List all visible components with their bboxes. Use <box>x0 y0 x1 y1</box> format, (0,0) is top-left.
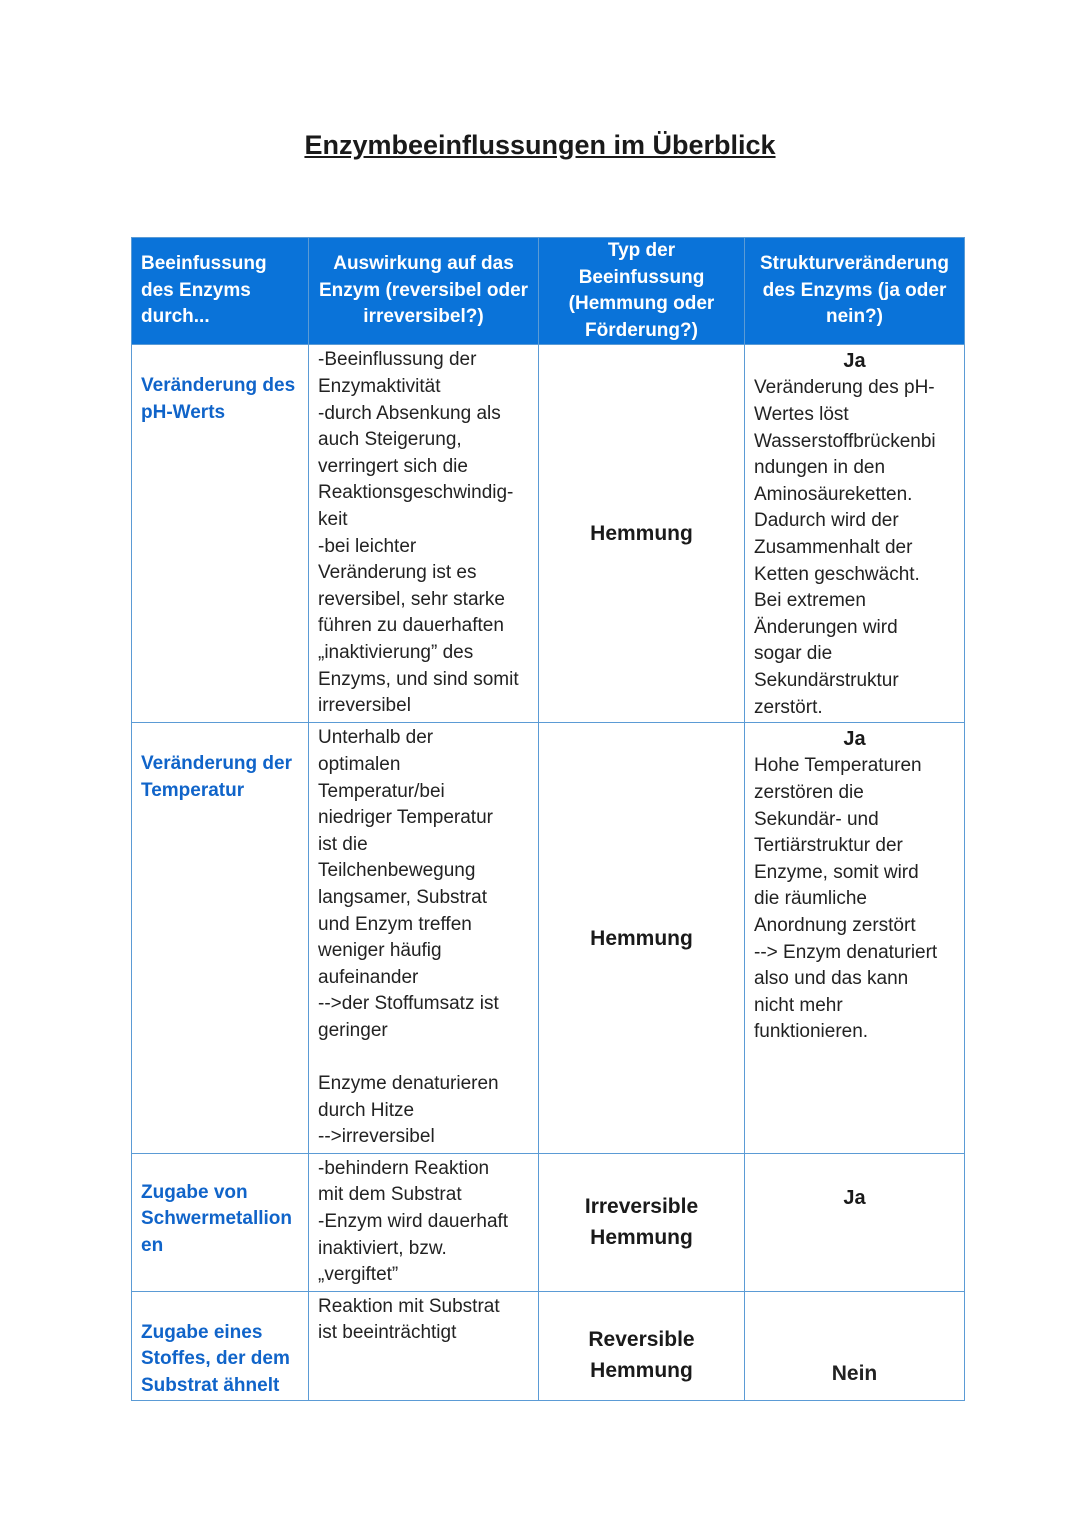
page-title: Enzymbeeinflussungen im Überblick <box>304 130 776 160</box>
structure-cell <box>745 345 965 723</box>
row-label: Veränderung der Temperatur <box>132 723 309 1154</box>
effect-cell: -Beeinflussung der Enzymaktivität -durch Absenkung als auch Steigerung, verringert sich die Reaktionsgeschwindig- keit -bei leichter Veränderung ist es reversibel, sehr starke führen zu dauerhaften „inaktivierung” des Enzyms, und sind somit irreversibel <box>309 345 539 723</box>
table-row <box>132 1291 965 1400</box>
structure-answer: Ja <box>843 728 866 751</box>
row-label: Zugabe von Schwermetallion en <box>132 1153 309 1291</box>
structure-cell <box>745 723 965 1154</box>
structure-answer: Ja <box>843 1186 866 1209</box>
type-cell: Hemmung <box>539 723 745 1154</box>
table-row <box>132 1153 965 1291</box>
structure-answer: Ja <box>843 350 866 373</box>
structure-cell <box>745 1153 965 1291</box>
structure-text: Veränderung des pH- Wertes löst Wasserstoffbrückenbi ndungen in den Aminosäureketten. Dadurch wird der Zusammenhalt der Ketten geschwächt. Bei extremen Änderungen wird sogar die Sekundärstruktur zerstört. <box>754 377 936 718</box>
enzyme-influence-table <box>131 237 965 1401</box>
table-row <box>132 723 965 1154</box>
type-cell: Hemmung <box>539 345 745 723</box>
row-label: Veränderung des pH-Werts <box>132 345 309 723</box>
structure-text: Hohe Temperaturen zerstören die Sekundär- und Tertiärstruktur der Enzyme, somit wird die räumliche Anordnung zerstört --> Enzym denaturiert also und das kann nicht mehr funktionieren. <box>754 755 938 1043</box>
header-effect: Auswirkung auf das Enzym (reversibel oder irreversibel?) <box>309 238 539 345</box>
header-row <box>132 238 965 345</box>
structure-answer: Nein <box>745 1291 965 1400</box>
type-cell: Reversible Hemmung <box>539 1291 745 1400</box>
header-type: Typ der Beeinfussung (Hemmung oder Förderung?) <box>539 238 745 345</box>
effect-cell: Reaktion mit Substrat ist beeinträchtigt <box>309 1291 539 1400</box>
header-structure: Strukturveränderung des Enzyms (ja oder nein?) <box>745 238 965 345</box>
row-label: Zugabe eines Stoffes, der dem Substrat ähnelt <box>132 1291 309 1400</box>
effect-cell: -behindern Reaktion mit dem Substrat -Enzym wird dauerhaft inaktiviert, bzw. „vergiftet” <box>309 1153 539 1291</box>
type-cell: Irreversible Hemmung <box>539 1153 745 1291</box>
header-influence: Beeinfussung des Enzyms durch... <box>132 238 309 345</box>
effect-cell: Unterhalb der optimalen Temperatur/bei niedriger Temperatur ist die Teilchenbewegung langsamer, Substrat und Enzym treffen weniger häufig aufeinander -->der Stoffumsatz ist geringer Enzyme denaturieren durch Hitze -->irreversibel <box>309 723 539 1154</box>
table-row <box>132 345 965 723</box>
